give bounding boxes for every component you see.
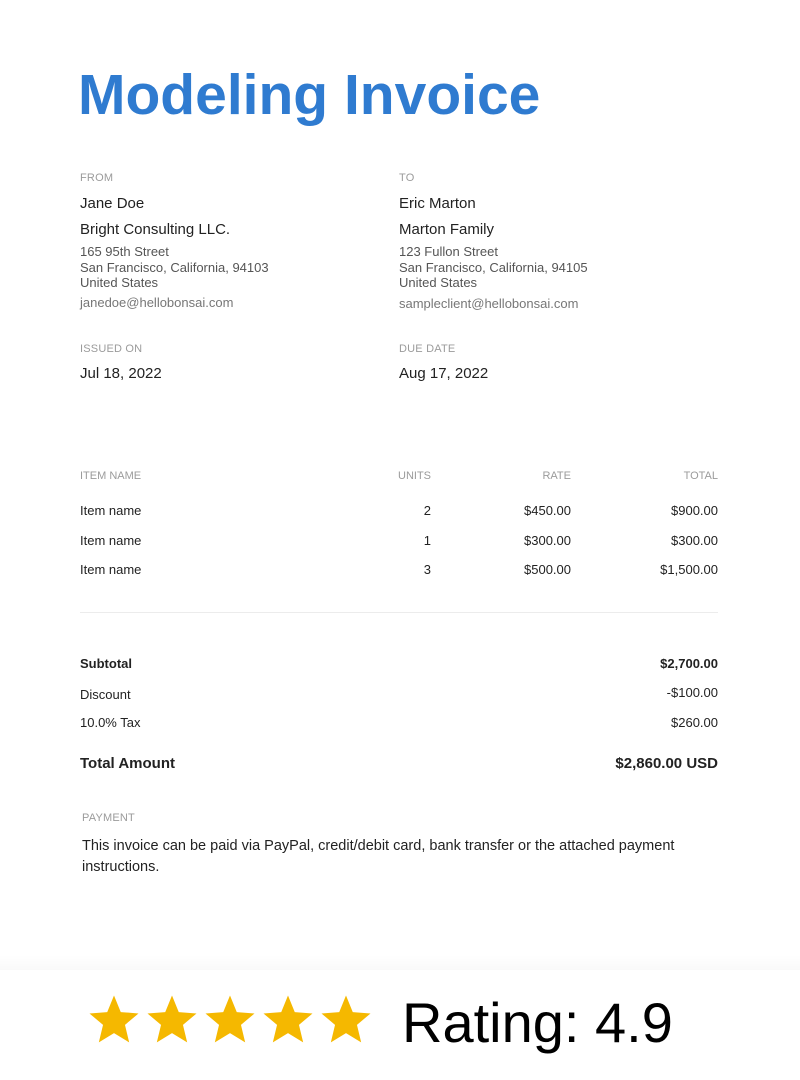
row-item-name: Item name bbox=[80, 503, 142, 518]
from-address-line2: San Francisco, California, 94103 bbox=[80, 260, 269, 275]
row-total: $1,500.00 bbox=[660, 562, 718, 577]
table-header-rate: RATE bbox=[542, 470, 571, 482]
from-company: Bright Consulting LLC. bbox=[80, 221, 231, 238]
star-icon bbox=[202, 992, 258, 1048]
row-rate: $450.00 bbox=[524, 503, 571, 518]
row-units: 2 bbox=[423, 503, 431, 518]
to-label: TO bbox=[399, 172, 415, 184]
star-icon bbox=[260, 992, 316, 1048]
total-amount-value: $2,860.00 USD bbox=[615, 755, 718, 772]
subtotal-label: Subtotal bbox=[80, 656, 132, 671]
subtotal-value: $2,700.00 bbox=[660, 656, 718, 671]
table-header-total: TOTAL bbox=[683, 470, 718, 482]
total-amount-label: Total Amount bbox=[80, 755, 175, 772]
rating-text: Rating: 4.9 bbox=[402, 991, 673, 1054]
tax-value: $260.00 bbox=[671, 715, 718, 730]
row-rate: $300.00 bbox=[524, 533, 571, 548]
row-total: $900.00 bbox=[671, 503, 718, 518]
table-divider bbox=[80, 612, 718, 613]
row-units: 3 bbox=[423, 562, 431, 577]
from-email[interactable]: janedoe@hellobonsai.com bbox=[80, 295, 234, 310]
star-icon bbox=[318, 992, 374, 1048]
star-icon bbox=[144, 992, 200, 1048]
row-rate: $500.00 bbox=[524, 562, 571, 577]
from-country: United States bbox=[80, 275, 159, 290]
row-units: 1 bbox=[423, 533, 431, 548]
to-address-line2: San Francisco, California, 94105 bbox=[399, 260, 588, 275]
from-address-line1: 165 95th Street bbox=[80, 244, 169, 259]
row-item-name: Item name bbox=[80, 533, 142, 548]
to-company: Marton Family bbox=[399, 221, 495, 238]
payment-text: This invoice can be paid via PayPal, credit/debit card, bank transfer or the attached payment instructions. bbox=[82, 838, 675, 875]
due-date: Aug 17, 2022 bbox=[399, 365, 489, 382]
issued-date: Jul 18, 2022 bbox=[80, 365, 162, 382]
table-header-units: UNITS bbox=[398, 470, 431, 482]
star-icon bbox=[86, 992, 142, 1048]
from-name: Jane Doe bbox=[80, 195, 145, 212]
discount-label: Discount bbox=[80, 687, 131, 702]
row-total: $300.00 bbox=[671, 533, 718, 548]
discount-value: -$100.00 bbox=[666, 685, 718, 700]
to-email[interactable]: sampleclient@hellobonsai.com bbox=[399, 296, 579, 311]
issued-label: ISSUED ON bbox=[80, 343, 143, 355]
to-name: Eric Marton bbox=[399, 195, 476, 212]
row-item-name: Item name bbox=[80, 562, 142, 577]
due-label: DUE DATE bbox=[399, 343, 456, 355]
to-country: United States bbox=[399, 275, 478, 290]
to-address-line1: 123 Fullon Street bbox=[399, 244, 499, 259]
invoice-title: Modeling Invoice bbox=[78, 63, 541, 127]
rating-stars bbox=[86, 992, 374, 1054]
tax-label: 10.0% Tax bbox=[80, 715, 141, 730]
payment-label: PAYMENT bbox=[82, 812, 135, 824]
table-header-item: ITEM NAME bbox=[80, 470, 142, 482]
from-label: FROM bbox=[80, 172, 114, 184]
